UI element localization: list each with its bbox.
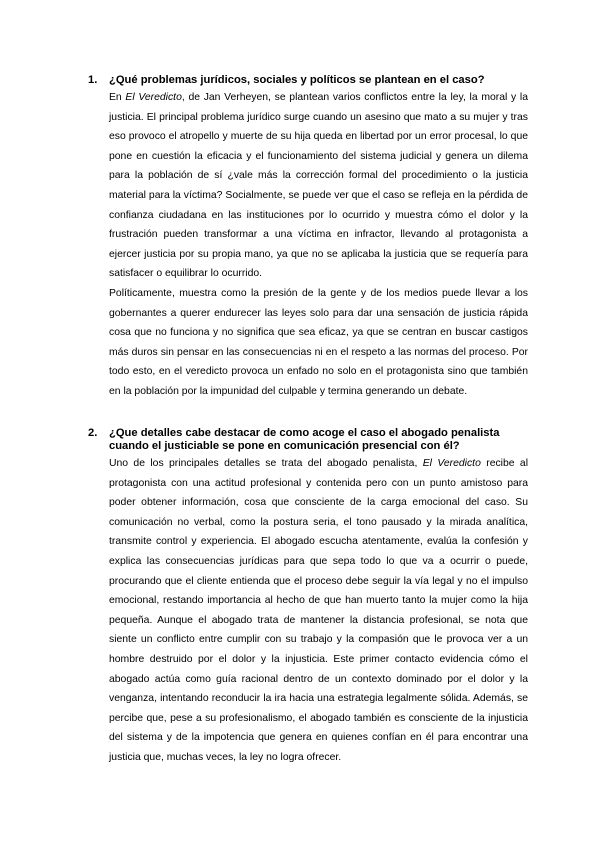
question-2-number: 2. [88, 427, 98, 439]
question-1-number: 1. [88, 74, 98, 86]
film-title-italic: El Veredicto [422, 458, 481, 469]
question-2-title: ¿Que detalles cabe destacar de como acoge el caso el abogado penalista cuando el justiciable se pone en comunicación presencial con él? [109, 427, 500, 452]
answer-1-paragraph-1 [109, 88, 528, 284]
answer-1-p1-text: , de Jan Verheyen, se plantean varios conflictos entre la ley, la moral y la justicia. El principal problema jurídico surge cuando un asesino que mato a su mujer y tras eso provoco el atropello y muerte de su hija queda en libertad por un error procesal, lo que pone en cuestión la eficacia y el funcionamiento del sistema judicial y genera un dilema para la población de sí ¿vale más la corrección formal del procedimiento o la justicia material para la víctima? Socialmente, se puede ver que el caso se refleja en la pérdida de confianza ciudadana en las instituciones por lo ocurrido y muestra cómo el dolor y la frustración pueden transformar a una víctima en infractor, llevando al protagonista a ejercer justicia por su propia mano, ya que no se aplicaba la justicia que se requería para satisfacer o equilibrar lo ocurrido. [109, 92, 528, 280]
answer-2-p1-text: recibe al protagonista con una actitud profesional y contenida pero con un punto amistoso para poder obtener información, cosa que consciente de la carga emocional del caso. Su comunicación no verbal, como la postura seria, el tono pausado y la mirada analítica, transmite control y experiencia. El abogado escucha atentamente, evalúa la confesión y explica las consecuencias jurídicas para que sepa todo lo que va a ocurrir o puede, procurando que el cliente entienda que el proceso debe seguir la vía legal y no el impulso emocional, restando importancia al hecho de que han muerto tanto la mujer como la hija pequeña. Aunque el abogado trata de mantener la distancia profesional, se nota que siente un conflicto entre cumplir con su trabajo y la compasión que le provoca ver a un hombre destruido por el dolor y la injusticia. Este primer contacto evidencia cómo el abogado actúa como guía racional dentro de un contexto dominado por el dolor y la venganza, intentando reconducir la ira hacia una estrategia legalmente sólida. Además, se percibe que, pese a su profesionalismo, el abogado también es consciente de la injusticia del sistema y de la impotencia que genera en quienes confían en él para encontrar una justicia que, muchas veces, la ley no logra ofrecer. [109, 458, 528, 763]
question-1-heading [88, 74, 528, 87]
question-1 [88, 74, 528, 402]
question-1-answer [109, 88, 528, 402]
answer-2-paragraph-1 [109, 454, 528, 768]
answer-1-paragraph-2: Políticamente, muestra como la presión de la gente y de los medios puede llevar a los gobernantes a querer endurecer las leyes solo para dar una sensación de justicia rápida cosa que no funciona y no significa que sea eficaz, ya que se centran en buscar castigos más duros sin pensar en las consecuencias ni en el respeto a las normas del proceso. Por todo esto, en el veredicto provoca un enfado no solo en el protagonista sino que también en la población por la impunidad del culpable y termina generando un debate. [109, 287, 528, 397]
question-2 [88, 427, 528, 768]
question-1-title: ¿Qué problemas jurídicos, sociales y políticos se plantean en el caso? [109, 74, 485, 86]
question-2-heading [88, 427, 528, 453]
answer-2-p1-intro: Uno de los principales detalles se trata del abogado penalista, [109, 458, 423, 469]
answer-1-p1-intro: En [109, 92, 126, 103]
question-2-answer [109, 454, 528, 768]
film-title-italic: El Veredicto [125, 92, 182, 103]
